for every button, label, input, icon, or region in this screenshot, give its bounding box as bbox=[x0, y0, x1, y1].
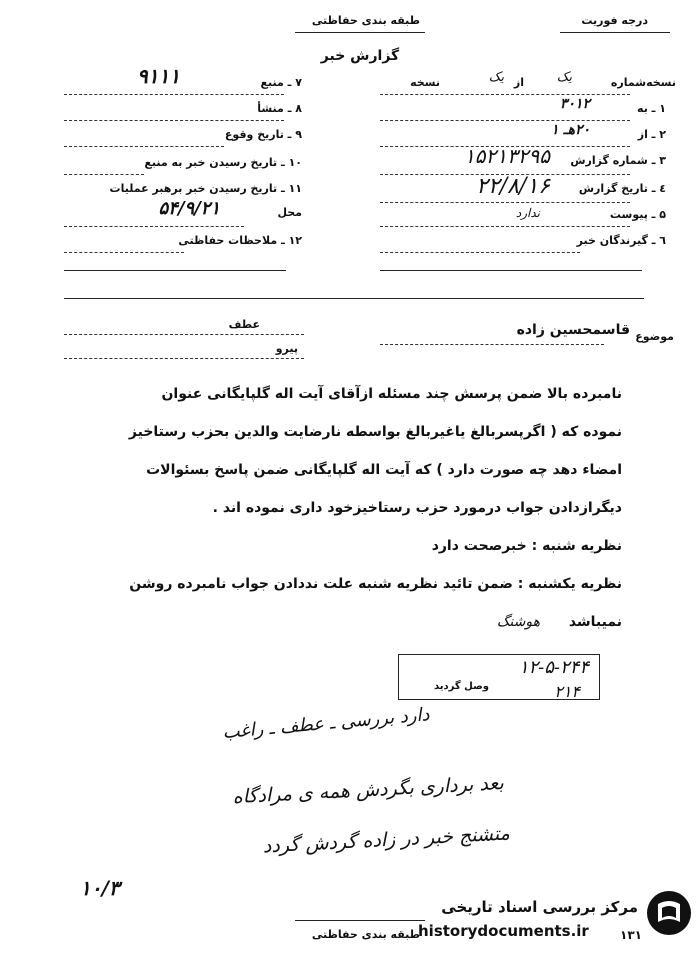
watermark-url: historydocuments.ir bbox=[418, 922, 589, 940]
security-notes-label: ۱۲ ـ ملاحظات حفاظتی bbox=[178, 234, 302, 247]
attachment-label: ۵ ـ پیوست bbox=[609, 208, 666, 221]
field-from-label: ۲ ـ از bbox=[637, 128, 666, 141]
copies-of: از bbox=[513, 76, 524, 89]
source-received-label: ۱۰ ـ تاریخ رسیدن خبر به منبع bbox=[144, 156, 302, 169]
stamp-subtext: وصل گردید bbox=[434, 681, 489, 692]
stamp-hand-2: ۲۱۴ bbox=[554, 682, 580, 701]
peyro-label: پیرو bbox=[275, 342, 298, 355]
body-signature-hand: هوشنگ bbox=[496, 614, 540, 630]
priority-label: درجه فوریت bbox=[581, 14, 648, 27]
origin-label: ۸ ـ منشأ bbox=[257, 102, 302, 115]
classification-top: طبقه بندی حفاظتی bbox=[311, 14, 420, 27]
footer-hand-number: ۱۰/۳ bbox=[80, 876, 120, 900]
attachment-hand: ندارد bbox=[515, 206, 540, 220]
header-underline bbox=[295, 32, 425, 33]
report-number-label: ۳ ـ شماره گزارش bbox=[570, 154, 666, 167]
watermark-logo-icon bbox=[644, 888, 694, 938]
ops-place-label: محل bbox=[277, 206, 302, 219]
report-number-hand: ۱۵۲۱۳۲۹۵ bbox=[464, 144, 550, 168]
body-line-7: نمیباشد bbox=[568, 614, 622, 630]
body-line-4: دیگرازدادن جواب درمورد حزب رستاخیزخود داری نموده اند . bbox=[212, 500, 622, 516]
page-number: ۱۳۱ bbox=[620, 928, 642, 942]
field-to-hand: ۳۰۱۲ bbox=[559, 96, 590, 112]
watermark-title: مرکز بررسی اسناد تاریخی bbox=[441, 898, 638, 916]
occurrence-date-label: ۹ ـ تاریخ وقوع bbox=[224, 128, 302, 141]
field-from-hand: ۲۰هـ ۱ bbox=[551, 122, 590, 138]
priority-underline bbox=[560, 32, 670, 33]
body-line-5: نظریه شنبه : خبرصحت دارد bbox=[431, 538, 622, 554]
copies-suffix: نسخه bbox=[410, 76, 440, 89]
report-date-label: ٤ ـ تاریخ گزارش bbox=[578, 182, 666, 195]
page-title: گزارش خبر bbox=[320, 48, 400, 64]
body-line-3: امضاء دهد چه صورت دارد ) که آیت اله گلپایگانی ضمن پاسخ بسئوالات bbox=[146, 462, 622, 478]
source-hand: ۹۱۱۱ bbox=[137, 64, 180, 88]
handwritten-note-3: متشنج خبر در زاده گردش گردد bbox=[262, 822, 511, 858]
handwritten-note-2: بعد برداری بگردش همه ی مرادگاه bbox=[232, 771, 505, 809]
stamp-hand: ۱۲-۵-۲۴۴ bbox=[518, 657, 589, 678]
body-line-2: نموده که ( اگرپسربالغ یاغیربالغ بواسطه نارضایت والدین بحزب رستاخیز bbox=[128, 424, 622, 440]
atf-label: عطف bbox=[228, 318, 260, 331]
ops-received-hand: ۵۴/۹/۲۱ bbox=[158, 198, 220, 219]
subject-label: موضوع bbox=[635, 330, 674, 343]
field-to-label: ۱ ـ به bbox=[637, 102, 666, 115]
copies-label: نسخه‌شماره bbox=[610, 76, 676, 89]
copies-hand: یک bbox=[556, 70, 572, 85]
copies-total-hand: یک bbox=[488, 70, 504, 85]
ops-received-label: ۱۱ ـ تاریخ رسیدن خبر برهبر عملیات bbox=[109, 182, 302, 195]
handwritten-note-1: دارد بررسی ـ عطف ـ راغب bbox=[221, 704, 431, 744]
subject-value: قاسمحسین زاده bbox=[516, 322, 630, 338]
report-date-hand: ۲۲/۸/۱۶ bbox=[476, 174, 550, 199]
body-line-6: نظریه یکشنبه : ضمن تائید نظریه شنبه علت نددادن جواب نامبرده روشن bbox=[129, 576, 622, 592]
body-line-1: نامبرده بالا ضمن پرسش چند مسئله ازآقای آیت اله گلپایگانی عنوان bbox=[161, 386, 622, 402]
recipients-label: ٦ ـ گیرندگان خبر bbox=[576, 234, 666, 247]
source-label: ۷ ـ منبع bbox=[260, 76, 302, 89]
classification-bottom: طبقه بندی حفاظتی bbox=[311, 928, 420, 941]
